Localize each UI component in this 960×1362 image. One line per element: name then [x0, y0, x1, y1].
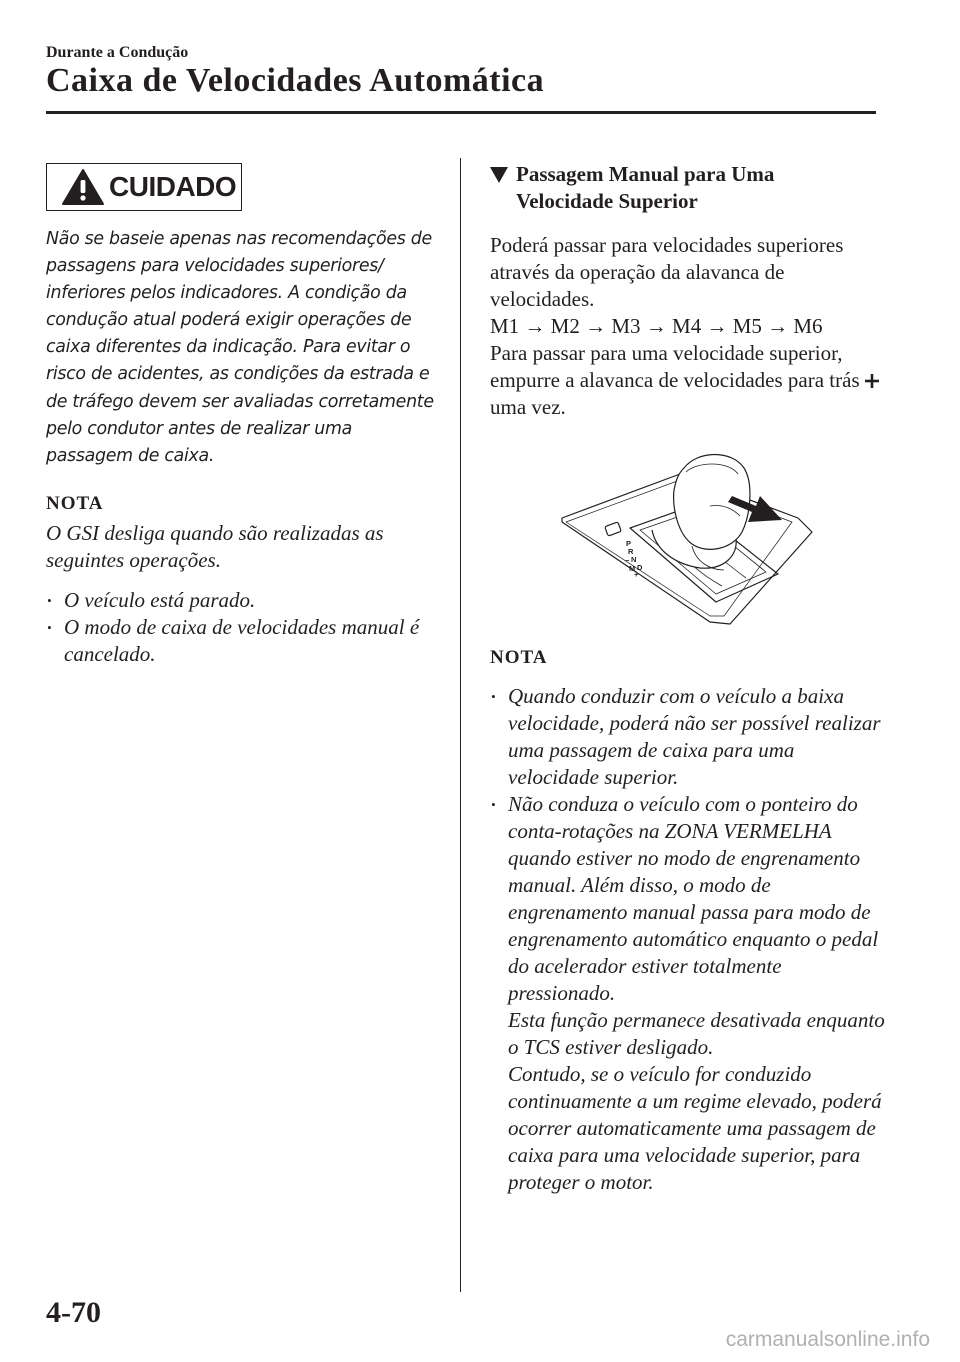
plus-icon — [865, 374, 879, 388]
list-item-text: Não conduza o veículo com o ponteiro do conta-rotações na ZONA VERMELHA quando estiver no modo de engrenamento manual. Além disso, o modo de engrenamento manual passa para modo de engrenamento automático enquanto o pedal do acelerador estiver totalmente pressionado. — [508, 792, 879, 1005]
page-title: Caixa de Velocidades Automática — [46, 62, 545, 99]
list-item — [490, 791, 885, 1196]
list-item-text: Contudo, se o veículo for conduzido continuamente a um regime elevado, poderá ocorrer automaticamente uma passagem de caixa para uma velocidade superior, para proteger o motor. — [508, 1062, 882, 1194]
section-label: Durante a Condução — [46, 44, 189, 61]
note-heading: NOTA — [46, 493, 104, 514]
gear-letter-m: M — [629, 564, 636, 573]
section-text-2-start: Para passar para uma velocidade superior, empurre a alavanca de velocidades para trás — [490, 341, 865, 392]
warning-icon — [61, 168, 105, 206]
list-item: • Quando conduzir com o veículo a baixa velocidade, poderá não ser possível realizar uma passagem de caixa para uma velocidade superior. — [490, 683, 885, 791]
gear-letter-n: N — [631, 555, 637, 564]
column-divider — [460, 158, 461, 1292]
caution-box — [46, 163, 242, 211]
gear-letter-plus: + — [634, 570, 639, 579]
section-heading — [490, 161, 774, 215]
gear-lever-illustration — [560, 446, 814, 626]
section-heading-line: Velocidade Superior — [516, 189, 698, 213]
section-text-2 — [490, 340, 880, 421]
note-heading: NOTA — [490, 647, 548, 668]
section-text-2-end: uma vez. — [490, 395, 566, 419]
triangle-down-icon — [490, 167, 508, 183]
section-heading-line: Passagem Manual para Uma — [516, 162, 775, 186]
gear-letter-r: R — [628, 547, 634, 556]
gear-letter-minus: − — [625, 556, 630, 565]
caution-text: Não se baseie apenas nas recomendações de passagens para velocidades superiores/ inferiores pelos indicadores. A condição da condução atual poderá exigir operações de caixa diferentes da indicação. Para evitar o risco de acidentes, as condições da estrada e de tráfego devem ser avaliadas corretamente pelo condutor antes de realizar uma passagem de caixa. — [46, 229, 434, 466]
watermark: carmanualsonline.info — [725, 1328, 930, 1351]
note-text: O GSI desliga quando são realizadas as seguintes operações. — [46, 521, 384, 572]
gear-letter-p: P — [626, 539, 632, 548]
caution-label: CUIDADO — [109, 171, 237, 202]
page-number: 4-70 — [46, 1296, 101, 1329]
gear-sequence: M1 → M2 → M3 → M4 → M5 → M6 — [490, 314, 823, 338]
gear-letter-d: D — [637, 563, 643, 572]
title-rule — [46, 111, 876, 114]
note-bullet-list — [46, 587, 446, 668]
note-bullet-list — [490, 683, 885, 1196]
list-item-text: Esta função permanece desativada enquanto o TCS estiver desligado. — [508, 1008, 885, 1059]
list-item: • O veículo está parado. — [46, 587, 446, 614]
list-item: • O modo de caixa de velocidades manual é cancelado. — [46, 614, 446, 668]
section-text: Poderá passar para velocidades superiores através da operação da alavanca de velocidades. — [490, 233, 844, 311]
